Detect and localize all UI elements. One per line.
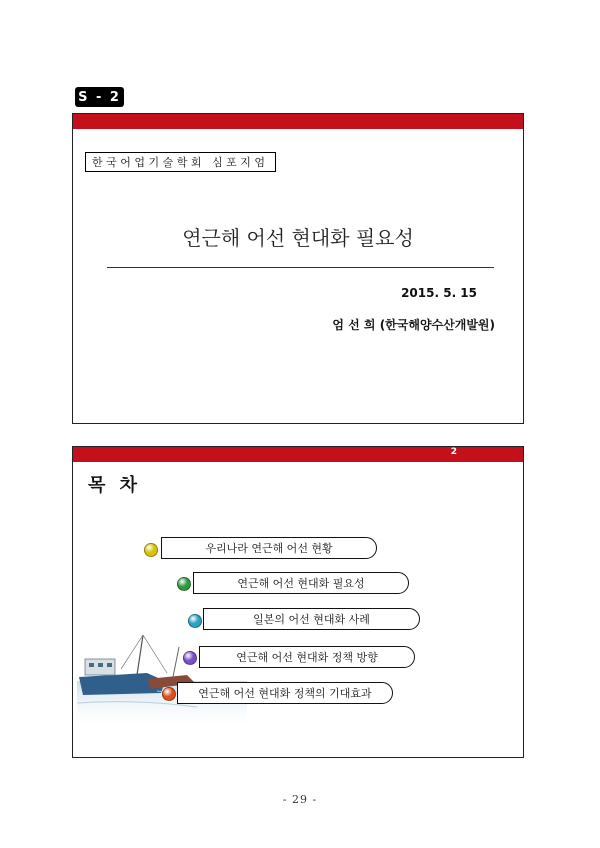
contents-heading: 목 차: [88, 475, 142, 496]
slide-title: 연근해 어선 현대화 필요성: [182, 226, 414, 250]
title-slide: [72, 113, 524, 424]
section-badge: S - 2: [75, 87, 124, 107]
contents-slide: [72, 446, 524, 758]
page-number: - 29 -: [282, 793, 318, 806]
slide-number: 2: [450, 447, 457, 457]
bullet-green-icon: [177, 577, 191, 591]
society-label: 한국어업기술학회 심포지엄: [85, 152, 276, 172]
presentation-date: 2015. 5. 15: [401, 286, 477, 300]
slide-header-bar: [73, 114, 523, 129]
toc-item-1[interactable]: 우리나라 연근해 어선 현황: [161, 537, 377, 559]
bullet-yellow-icon: [144, 543, 158, 557]
title-divider: [107, 267, 494, 268]
bullet-orange-icon: [162, 687, 176, 701]
bullet-purple-icon: [183, 651, 197, 665]
toc-item-4[interactable]: 연근해 어선 현대화 정책 방향: [199, 646, 415, 668]
toc-item-2[interactable]: 연근해 어선 현대화 필요성: [193, 572, 409, 594]
presenter-name: 엄 선 희 (한국해양수산개발원): [332, 318, 495, 332]
toc-item-3[interactable]: 일본의 어선 현대화 사례: [203, 608, 420, 630]
bullet-blue-icon: [188, 614, 202, 628]
toc-item-5[interactable]: 연근해 어선 현대화 정책의 기대효과: [177, 682, 393, 704]
